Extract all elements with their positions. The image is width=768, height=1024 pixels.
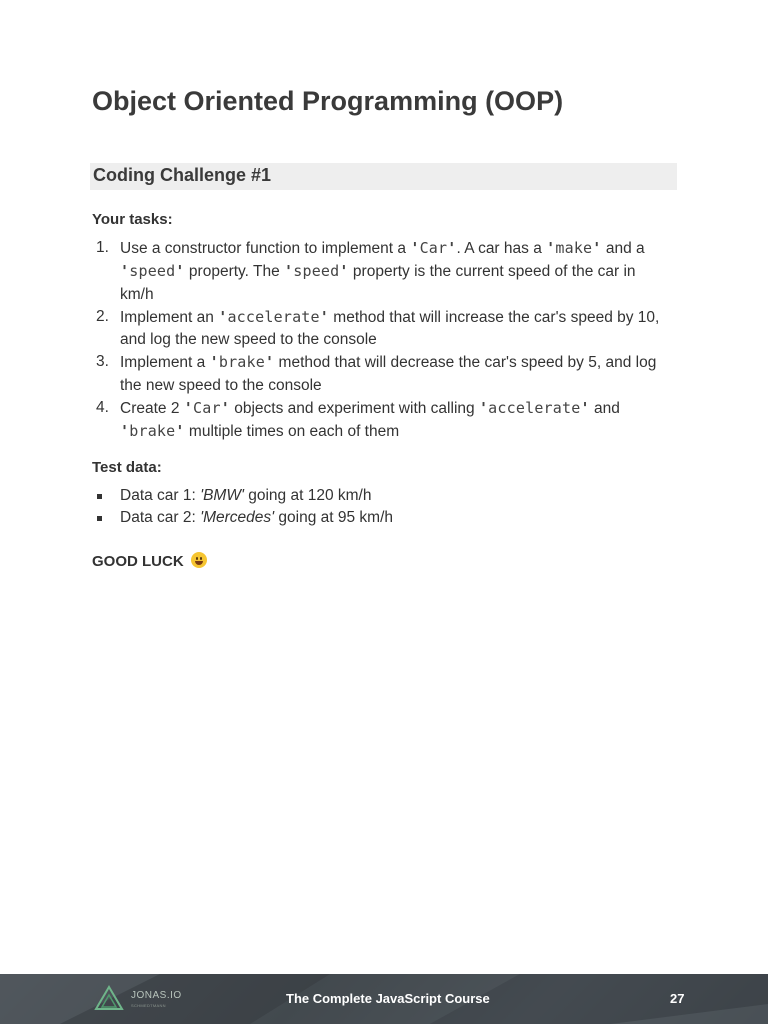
closing-text: GOOD LUCK — [92, 553, 184, 570]
task-text: multiple times on each of them — [184, 423, 400, 441]
code-brake: brake — [129, 422, 176, 441]
code-accelerate: accelerate — [227, 307, 320, 326]
task-text: . A car has a — [456, 240, 547, 257]
list-item-text: Data car 2: — [120, 509, 201, 527]
code-car: Car — [193, 399, 221, 418]
task-text: and — [589, 400, 620, 418]
task-item: 3. Implement a 'brake' method that will decrease the car's speed by 5, and log the new speed to the console — [96, 353, 657, 394]
task-text: km/h — [120, 285, 154, 303]
code-make: make — [555, 239, 593, 257]
task-text: Implement a — [120, 354, 210, 372]
good-luck-text — [92, 552, 207, 570]
task-item: 4. Create 2 'Car' objects and experiment with calling 'accelerate' and 'brake' multiple times on each of them — [96, 399, 620, 441]
task-number: 2. — [96, 307, 109, 325]
task-text: and log the new speed to the console — [120, 331, 377, 349]
challenge-title: Coding Challenge #1 — [93, 165, 272, 185]
course-title: The Complete JavaScript Course — [286, 991, 490, 1006]
task-text: Create 2 — [120, 400, 184, 418]
task-number: 3. — [96, 353, 109, 371]
task-text: and a — [601, 240, 645, 257]
logo-subtext: SCHMEDTMANN — [131, 1003, 166, 1008]
bullet-icon — [97, 516, 102, 521]
task-text: property is the current speed of the car in — [348, 263, 636, 281]
task-number: 1. — [96, 239, 109, 256]
code-accelerate: accelerate — [488, 399, 581, 418]
code-brake: brake — [218, 353, 265, 372]
task-item: 2. Implement an 'accelerate' method that will increase the car's speed by 10, and log the new speed to the console — [96, 307, 660, 349]
task-number: 4. — [96, 399, 109, 417]
test-data-list — [92, 485, 393, 530]
list-item-text: Data car 1: — [120, 487, 201, 504]
task-text: Implement an — [120, 308, 219, 326]
list-item — [92, 507, 393, 529]
footer — [0, 974, 768, 1024]
list-item-text: going at 95 km/h — [274, 509, 394, 527]
challenge-header-bar — [90, 163, 677, 190]
list-item — [92, 485, 393, 507]
tasks-heading: Your tasks: — [92, 211, 173, 228]
code-speed: speed — [129, 262, 176, 281]
page-number: 27 — [670, 991, 685, 1006]
task-text: method that will increase the car's speed by 10, — [329, 308, 660, 326]
page-title: Object Oriented Programming (OOP) — [92, 86, 564, 116]
task-text: method that will decrease the car's speed by 5, and log — [274, 354, 657, 372]
task-text: the new speed to the console — [120, 376, 322, 394]
grinning-face-icon — [191, 552, 207, 568]
jonas-logo-icon — [94, 985, 124, 1011]
logo-text: JONAS.IO — [131, 990, 182, 1001]
task-list — [92, 237, 672, 444]
car-name: 'BMW' — [200, 487, 244, 504]
code-speed: speed — [293, 262, 340, 281]
task-item: 1. Use a constructor function to implement a 'Car'. A car has a 'make' and a 'speed' property. The 'speed' property is the current speed of the car in km/h — [96, 239, 645, 303]
car-name: 'Mercedes' — [200, 509, 275, 527]
test-data-heading: Test data: — [92, 459, 162, 476]
task-text: property. The — [184, 263, 284, 281]
code-car: Car — [419, 239, 448, 257]
bullet-icon — [97, 494, 102, 499]
list-item-text: going at 120 km/h — [243, 487, 372, 504]
task-text: Use a constructor function to implement a — [120, 240, 411, 257]
task-text: objects and experiment with calling — [229, 400, 479, 418]
